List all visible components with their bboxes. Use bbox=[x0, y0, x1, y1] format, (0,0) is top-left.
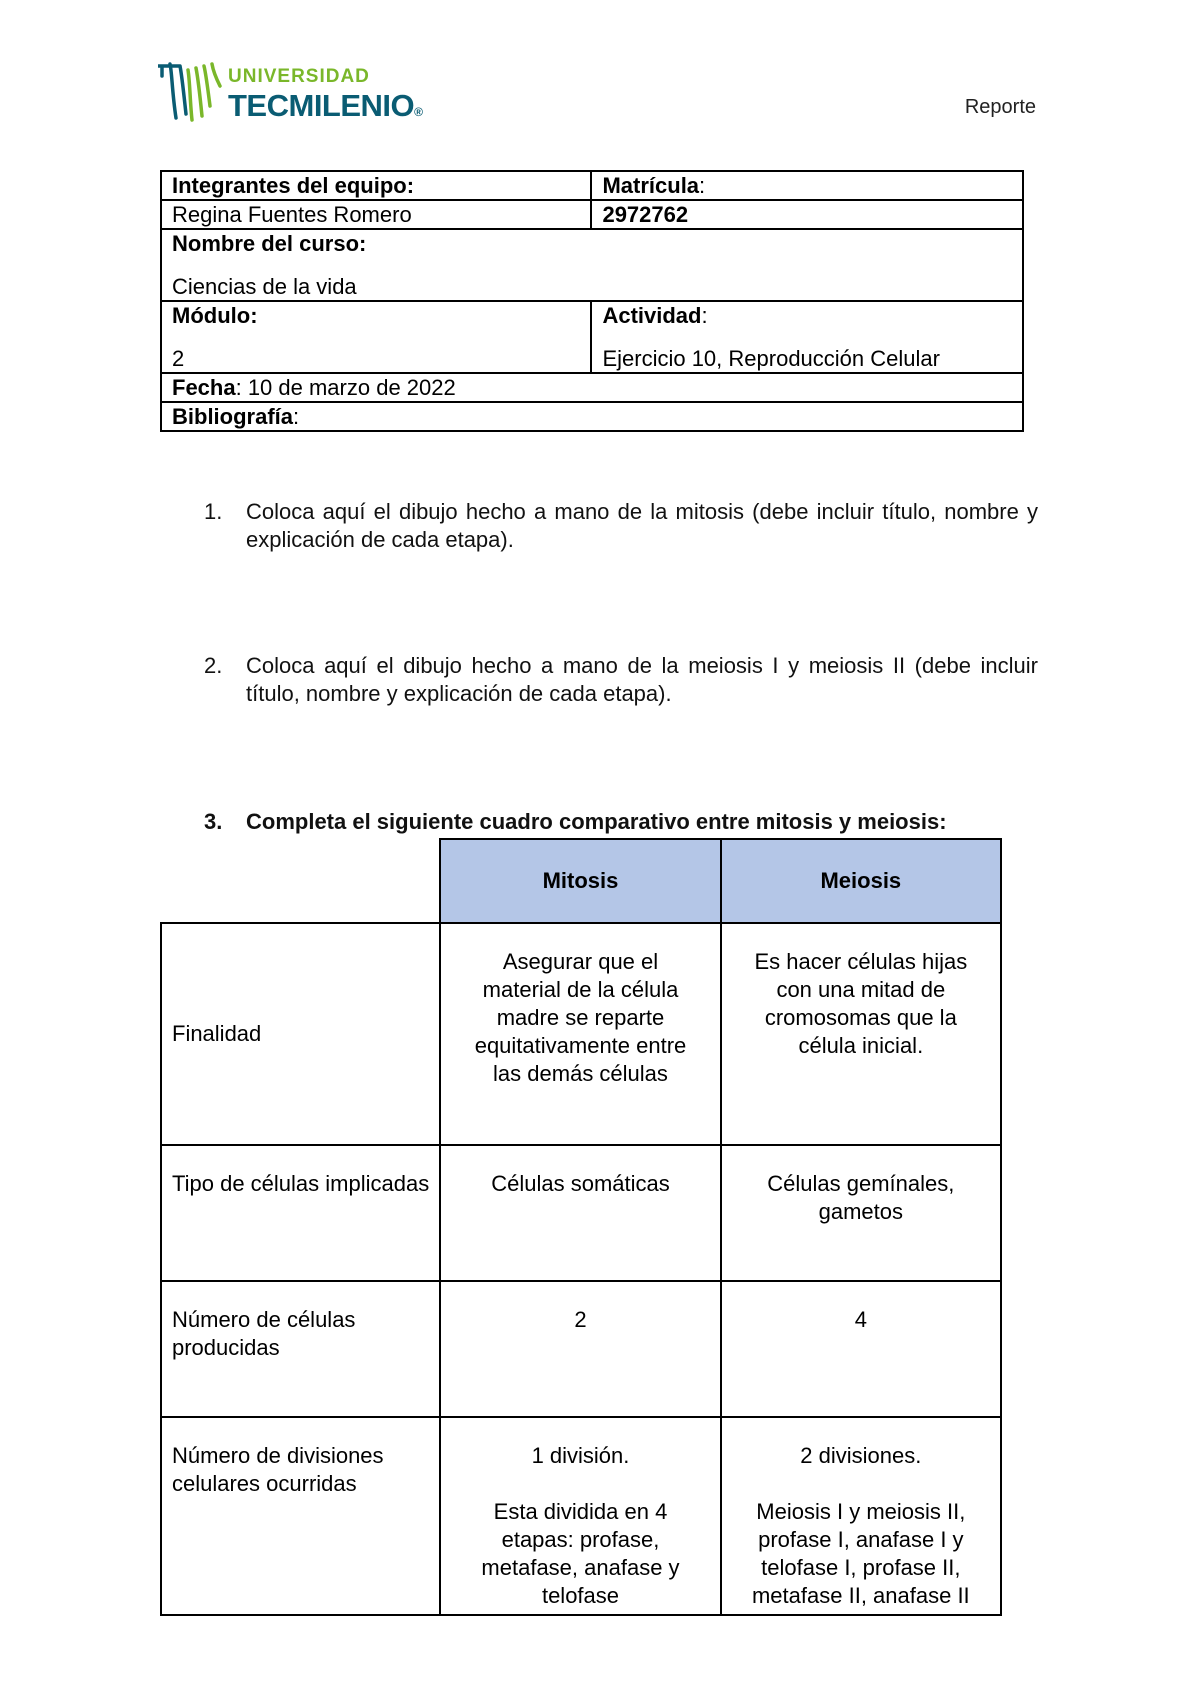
course-cell bbox=[161, 229, 1023, 301]
cell-line: 2 bbox=[574, 1307, 587, 1332]
cell-line: equitativamente entre bbox=[474, 1033, 687, 1058]
cell-line: 2 divisiones. bbox=[800, 1443, 922, 1468]
course-value: Ciencias de la vida bbox=[172, 274, 357, 299]
header-empty-cell bbox=[161, 839, 440, 923]
cell-finalidad-meiosis bbox=[721, 923, 1001, 1145]
date-cell bbox=[161, 373, 1023, 402]
bibliography-cell bbox=[161, 402, 1023, 431]
cell-line: cromosomas que la bbox=[764, 1005, 957, 1030]
team-row bbox=[161, 171, 1023, 200]
cell-numero-celulas-meiosis bbox=[721, 1281, 1001, 1417]
bibliography-value: : bbox=[293, 404, 300, 429]
cell-line: con una mitad de bbox=[776, 977, 946, 1002]
activity-cell: Actividad: Ejercicio 10, Reproducción Celular bbox=[591, 301, 1023, 373]
logo-mark-icon bbox=[158, 62, 222, 124]
header-meiosis: Meiosis bbox=[721, 839, 1001, 923]
team-label-cell bbox=[161, 171, 591, 200]
module-row bbox=[161, 301, 1023, 373]
matricula-value-cell bbox=[591, 200, 1023, 229]
cell-line: Células gemínales, bbox=[767, 1171, 955, 1196]
cell-line: Esta dividida en 4 bbox=[493, 1499, 668, 1524]
instructions-list bbox=[204, 498, 1038, 836]
module-value: 2 bbox=[172, 346, 185, 371]
table-row bbox=[161, 1281, 1001, 1417]
instruction-item-1: 1. Coloca aquí el dibujo hecho a mano de la mitosis (debe incluir título, nombre y explicación de cada etapa). bbox=[204, 499, 1038, 552]
university-logo bbox=[158, 58, 458, 128]
logo-text-universidad: UNIVERSIDAD bbox=[228, 66, 370, 87]
logo-text-tecmilenio: TECMILENIO® bbox=[228, 88, 423, 123]
cell-finalidad-mitosis bbox=[440, 923, 720, 1145]
cell-line: profase I, anafase I y bbox=[758, 1527, 964, 1552]
activity-value: Ejercicio 10, Reproducción Celular bbox=[602, 346, 940, 371]
cell-line: gametos bbox=[818, 1199, 904, 1224]
cell-line: Es hacer células hijas bbox=[754, 949, 968, 974]
cell-line: madre se reparte bbox=[496, 1005, 665, 1030]
bibliography-row bbox=[161, 402, 1023, 431]
cell-line: Meiosis I y meiosis II, bbox=[756, 1499, 966, 1524]
cell-numero-celulas-mitosis bbox=[440, 1281, 720, 1417]
team-value-row bbox=[161, 200, 1023, 229]
cell-divisiones-meiosis bbox=[721, 1417, 1001, 1615]
cell-line: etapas: profase, bbox=[501, 1527, 660, 1552]
cell-line: telofase bbox=[541, 1583, 620, 1608]
cell-line: célula inicial. bbox=[798, 1033, 924, 1058]
matricula-label-cell: Matrícula: bbox=[591, 171, 1023, 200]
activity-label: Actividad bbox=[602, 303, 702, 328]
row-label-finalidad: Finalidad bbox=[161, 923, 440, 1145]
cell-line: metafase II, anafase II bbox=[751, 1583, 970, 1608]
cell-line: Células somáticas bbox=[491, 1171, 670, 1196]
comparison-table bbox=[160, 838, 1002, 1616]
date-label: Fecha bbox=[172, 375, 236, 400]
row-label-numero-celulas: Número de células producidas bbox=[161, 1281, 440, 1417]
team-member-cell bbox=[161, 200, 591, 229]
instruction-item-2: 2. Coloca aquí el dibujo hecho a mano de la meiosis I y meiosis II (debe incluir título, nombre y explicación de cada etapa). bbox=[204, 653, 1038, 706]
team-member: Regina Fuentes Romero bbox=[172, 202, 412, 227]
cell-line: metafase, anafase y bbox=[481, 1555, 680, 1580]
module-label: Módulo: bbox=[172, 303, 258, 328]
cell-line: telofase I, profase II, bbox=[761, 1555, 961, 1580]
header-mitosis: Mitosis bbox=[440, 839, 720, 923]
table-row bbox=[161, 923, 1001, 1145]
date-value: : 10 de marzo de 2022 bbox=[235, 375, 456, 400]
report-label: Reporte bbox=[964, 96, 1036, 118]
cell-line: 4 bbox=[854, 1307, 867, 1332]
table-row bbox=[161, 1145, 1001, 1281]
cell-line: Asegurar que el bbox=[502, 949, 659, 974]
cell-line: las demás células bbox=[493, 1061, 668, 1086]
table-row bbox=[161, 1417, 1001, 1615]
bibliography-label: Bibliografía bbox=[172, 404, 294, 429]
matricula-label: Matrícula bbox=[602, 173, 700, 198]
course-label: Nombre del curso: bbox=[172, 231, 367, 256]
row-label-tipo: Tipo de células implicadas bbox=[161, 1145, 440, 1281]
cell-divisiones-mitosis bbox=[440, 1417, 720, 1615]
instruction-item-3: 3. Completa el siguiente cuadro comparativo entre mitosis y meiosis: bbox=[204, 809, 947, 834]
date-row bbox=[161, 373, 1023, 402]
cell-line: 1 división. bbox=[531, 1443, 630, 1468]
team-label: Integrantes del equipo: bbox=[172, 173, 415, 198]
cell-line: material de la célula bbox=[482, 977, 679, 1002]
cell-line bbox=[451, 1470, 709, 1498]
matricula-value: 2972762 bbox=[602, 202, 689, 227]
info-table bbox=[160, 170, 1024, 432]
course-row bbox=[161, 229, 1023, 301]
module-cell bbox=[161, 301, 591, 373]
row-label-divisiones: Número de divisiones celulares ocurridas bbox=[161, 1417, 440, 1615]
cell-line bbox=[732, 1470, 990, 1498]
cell-tipo-meiosis bbox=[721, 1145, 1001, 1281]
comparison-header-row bbox=[161, 839, 1001, 923]
cell-tipo-mitosis bbox=[440, 1145, 720, 1281]
